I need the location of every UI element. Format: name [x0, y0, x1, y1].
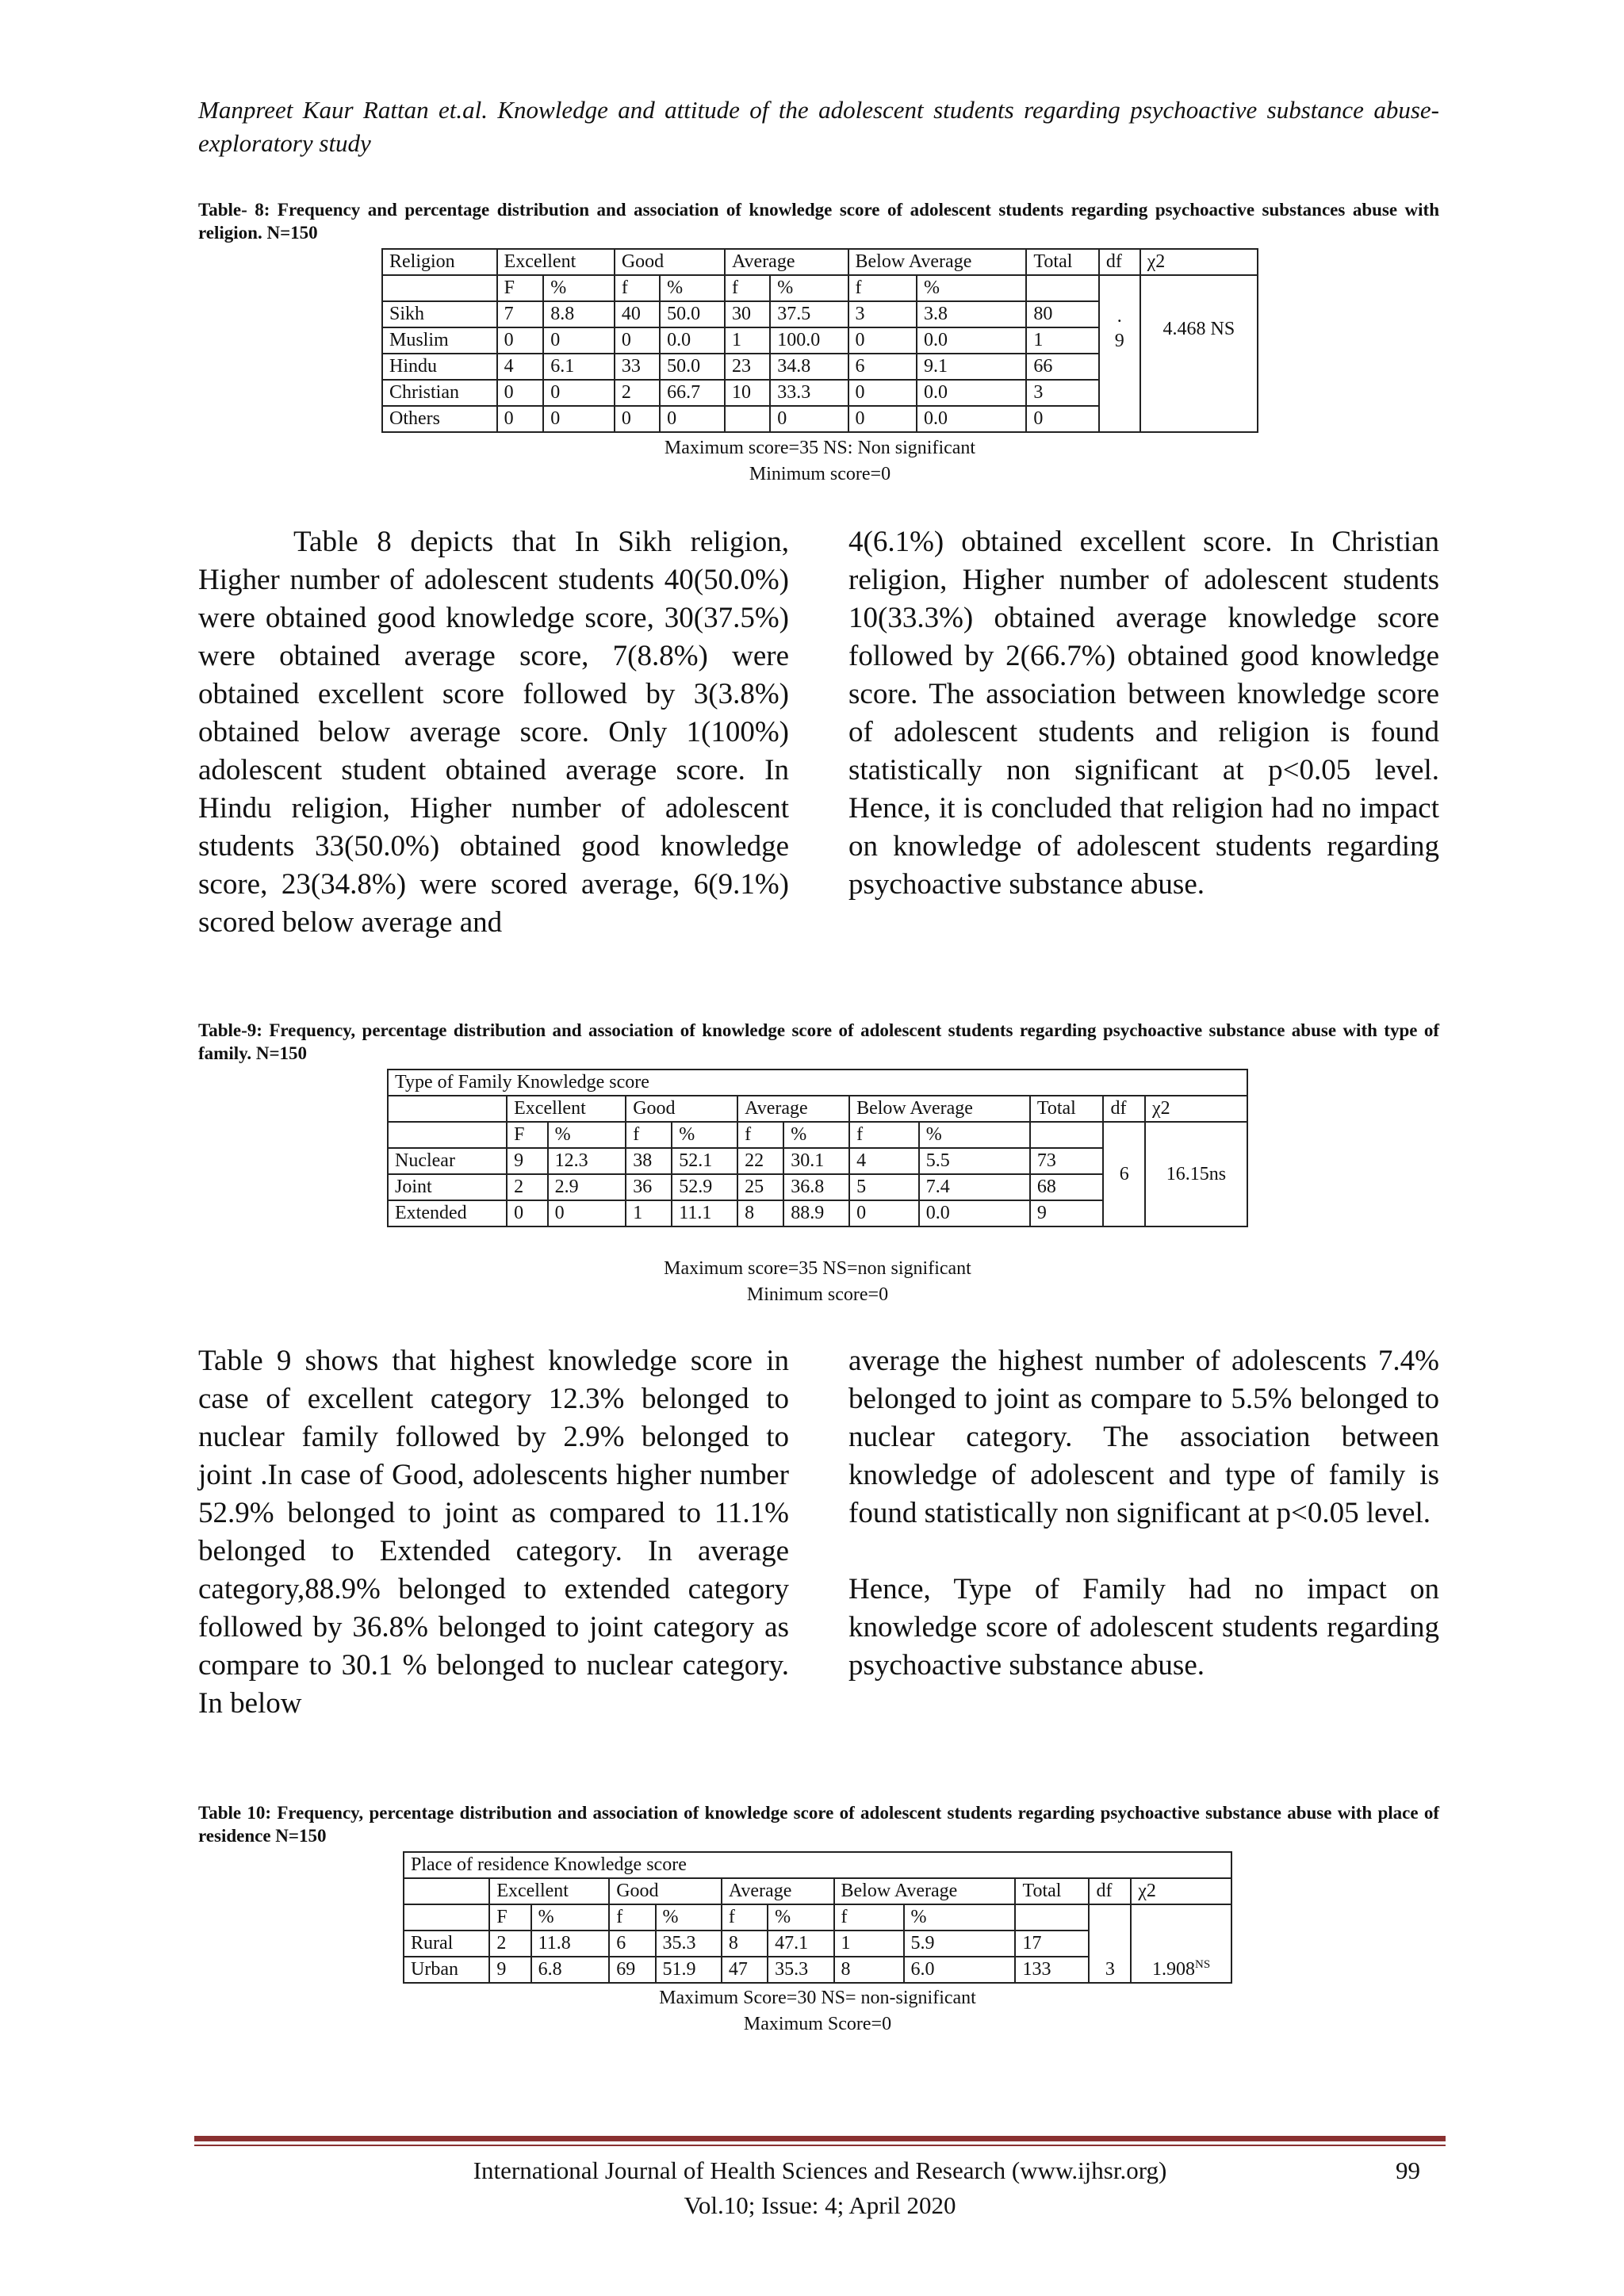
t10-head-below-average: Below Average: [834, 1878, 1016, 1904]
t9-sub: %: [919, 1122, 1030, 1148]
t9-sub: F: [507, 1122, 548, 1148]
t10-sub: %: [531, 1904, 610, 1931]
t8-sub: f: [725, 275, 770, 301]
journal-name: International Journal of Health Sciences and Research (www.ijhsr.org): [473, 2156, 1167, 2184]
table-row: Sikh 7 8.8 40 50.0 30 37.5 3 3.8 80: [382, 301, 1258, 327]
journal-volume: Vol.10; Issue: 4; April 2020: [684, 2191, 956, 2219]
table-row: Hindu 4 6.1 33 50.0 23 34.8 6 9.1 66: [382, 354, 1258, 380]
t10-sub: %: [768, 1904, 833, 1931]
t8-sub-empty: [382, 275, 497, 301]
table8-note-min: Minimum score=0: [749, 464, 891, 484]
t10-chi: $1.908^{NS}$: [1131, 1904, 1231, 1983]
t10-head-chi: χ2: [1131, 1878, 1231, 1904]
t9-sub: f: [626, 1122, 672, 1148]
t8-df: 9: [1114, 331, 1124, 351]
t10-head-total: Total: [1015, 1878, 1089, 1904]
t10-head-good: Good: [609, 1878, 722, 1904]
table9-caption: Table-9: Frequency, percentage distribution and association of knowledge score of adolescent students regarding psychoactive substance abuse with type of family. N=150: [198, 1020, 1439, 1063]
t10-head-average: Average: [722, 1878, 834, 1904]
t9-head-total: Total: [1030, 1096, 1104, 1122]
t8-sub: %: [543, 275, 615, 301]
t10-sub: f: [722, 1904, 768, 1931]
table8-caption: Table- 8: Frequency and percentage distribution and association of knowledge score of adolescent students regarding psychoactive substances abuse with religion. N=150: [198, 200, 1439, 243]
t9-sub: %: [783, 1122, 849, 1148]
footer: [194, 2153, 1446, 2223]
t10-sub: %: [904, 1904, 1016, 1931]
table-row: Others 0 0 0 0 0 0 0.0 0: [382, 406, 1258, 432]
table-row: Nuclear 9 12.3 38 52.1 22 30.1 4 5.5 73: [388, 1148, 1247, 1174]
table9-note-max: Maximum score=35 NS=non significant: [664, 1258, 971, 1279]
table10-note-min: Maximum Score=0: [743, 2014, 892, 2034]
t8-head-average: Average: [725, 249, 848, 275]
t9-head-good: Good: [626, 1096, 737, 1122]
t8-sub: %: [917, 275, 1026, 301]
t10-sub-empty: [404, 1904, 489, 1931]
t8-head-excellent: Excellent: [497, 249, 615, 275]
t8-head-religion: Religion: [382, 249, 497, 275]
t9-df: 6: [1103, 1122, 1145, 1226]
t9-sub-empty: [1030, 1122, 1104, 1148]
para8-left-column: [198, 523, 789, 942]
t9-chi: 16.15ns: [1145, 1122, 1247, 1226]
t8-head-chi: χ2: [1140, 249, 1258, 275]
table-row: Joint 2 2.9 36 52.9 25 36.8 5 7.4 68: [388, 1174, 1247, 1200]
para8-right: 4(6.1%) obtained excellent score. In Christian religion, Higher number of adolescent students 10(33.3%) obtained average knowledge score followed by 2(66.7%) obtained good knowledge score. The association between knowledge score of adolescent students and religion is found statistically non significant at p<0.05 level. Hence, it is concluded that religion had no impact on knowledge of adolescent students regarding psychoactive substance abuse.: [848, 526, 1439, 901]
para9-left-column: [198, 1342, 789, 1723]
t8-sub-empty: [1026, 275, 1098, 301]
para9-right-column: [848, 1342, 1439, 1685]
t10-df: 3: [1089, 1904, 1131, 1983]
t10-sub: F: [489, 1904, 530, 1931]
t10-head-df: df: [1089, 1878, 1131, 1904]
t9-title: Type of Family Knowledge score: [388, 1070, 1247, 1096]
t10-title: Place of residence Knowledge score: [404, 1852, 1231, 1878]
t10-head-excellent: Excellent: [489, 1878, 609, 1904]
para8-left: Table 8 depicts that In Sikh religion, Higher number of adolescent students 40(50.0%) were obtained good knowledge score, 30(37.5%) were obtained average score, 7(8.8%) were obtained excellent score followed by 3(3.8%) obtained below average score. Only 1(100%) adolescent student obtained average score. In Hindu religion, Higher number of adolescent students 33(50.0%) obtained good knowledge score, 23(34.8%) were scored average, 6(9.1%) scored below average and: [198, 526, 789, 939]
table10-caption: Table 10: Frequency, percentage distribution and association of knowledge score of adolescent students regarding psychoactive substance abuse with place of residence N=150: [198, 1803, 1439, 1846]
t9-head-below-average: Below Average: [849, 1096, 1030, 1122]
footer-rule-thin: [194, 2145, 1446, 2146]
t8-sub: F: [497, 275, 544, 301]
t10-sub: f: [834, 1904, 904, 1931]
t10-head-empty: [404, 1878, 489, 1904]
table-row: Christian 0 0 2 66.7 10 33.3 0 0.0 3: [382, 380, 1258, 406]
t9-head-chi: χ2: [1145, 1096, 1247, 1122]
table8: [381, 248, 1258, 433]
t8-sub: f: [848, 275, 917, 301]
t10-sub: %: [656, 1904, 722, 1931]
t9-sub: %: [548, 1122, 626, 1148]
t8-sub: f: [615, 275, 660, 301]
table-row: Extended 0 0 1 11.1 8 88.9 0 0.0 9: [388, 1200, 1247, 1226]
t8-head-below-average: Below Average: [848, 249, 1027, 275]
table9: [387, 1069, 1248, 1227]
t8-df-cell: [1099, 275, 1140, 432]
running-header: Manpreet Kaur Rattan et.al. Knowledge and attitude of the adolescent students regarding psychoactive substance abuse-exploratory study: [198, 96, 1439, 157]
t9-head-empty: [388, 1096, 507, 1122]
t8-head-df: df: [1099, 249, 1140, 275]
table9-note-min: Minimum score=0: [746, 1284, 889, 1305]
t9-sub-empty: [388, 1122, 507, 1148]
para9-right-1: average the highest number of adolescents 7.4% belonged to joint as compare to 5.5% belonged to nuclear category. The association between knowledge of adolescent and type of family is found statistically non significant at p<0.05 level.: [848, 1345, 1439, 1529]
page-number: 99: [1396, 2156, 1420, 2184]
t8-df-dot: .: [1116, 306, 1122, 327]
t9-head-df: df: [1103, 1096, 1145, 1122]
t8-sub: %: [770, 275, 848, 301]
table-row: Muslim 0 0 0 0.0 1 100.0 0 0.0 1: [382, 327, 1258, 354]
t9-sub: f: [849, 1122, 919, 1148]
footer-rule-thick: [194, 2136, 1446, 2141]
t9-sub: %: [672, 1122, 737, 1148]
t9-head-excellent: Excellent: [507, 1096, 626, 1122]
table-row: Rural 2 11.8 6 35.3 8 47.1 1 5.9 17: [404, 1931, 1231, 1957]
table8-note-max: Maximum score=35 NS: Non significant: [664, 438, 976, 458]
table10: [403, 1851, 1232, 1984]
t8-sub: %: [660, 275, 725, 301]
table-row: Urban 9 6.8 69 51.9 47 35.3 8 6.0 133: [404, 1957, 1231, 1983]
t9-head-average: Average: [737, 1096, 849, 1122]
para8-right-column: [848, 523, 1439, 904]
table10-note-max: Maximum Score=30 NS= non-significant: [659, 1988, 976, 2008]
para9-left: Table 9 shows that highest knowledge score in case of excellent category 12.3% belonged to nuclear family followed by 2.9% belonged to joint .In case of Good, adolescents higher number 52.9% belonged to joint as compared to 11.1% belonged to Extended category. In average category,88.9% belonged to extended category followed by 36.8% belonged to joint category as compare to 30.1 % belonged to nuclear category. In below: [198, 1345, 789, 1720]
t8-head-good: Good: [615, 249, 725, 275]
t10-sub: f: [609, 1904, 655, 1931]
t10-chi-sup: NS: [1195, 1958, 1211, 1971]
para9-right-2: Hence, Type of Family had no impact on knowledge score of adolescent students regarding psychoactive substance abuse.: [848, 1573, 1439, 1682]
t10-sub-empty: [1015, 1904, 1089, 1931]
t8-head-total: Total: [1026, 249, 1098, 275]
t9-sub: f: [737, 1122, 783, 1148]
t8-chi: 4.468 NS: [1140, 275, 1258, 432]
